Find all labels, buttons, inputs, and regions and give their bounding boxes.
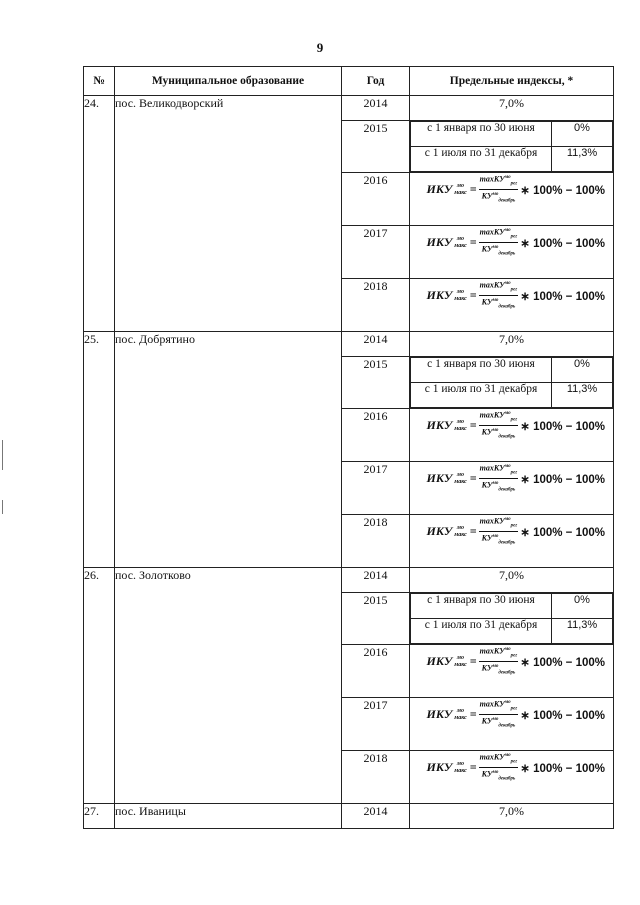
formula-denominator — [482, 190, 516, 206]
formula-lhs-sub: макс — [454, 767, 467, 774]
formula-num-text: maxКУ — [479, 174, 505, 184]
entry-index-formula — [410, 751, 614, 804]
index-formula — [410, 279, 613, 313]
formula-num-sub: рег — [510, 653, 518, 659]
index-formula — [410, 462, 613, 496]
formula-num-sup: мо — [504, 228, 511, 233]
formula-lhs-indices — [454, 761, 467, 775]
entry-municipality: пос. Золотково — [115, 568, 342, 804]
entry-index-value: 7,0% — [410, 804, 614, 829]
formula-rest: ∗ 100% − 100% — [520, 237, 605, 250]
entry-year: 2015 — [342, 121, 410, 173]
formula-lhs: ИКУ — [426, 182, 453, 197]
formula-numerator — [479, 751, 519, 768]
formula-den-text: КУ — [481, 244, 493, 254]
period-row — [411, 147, 613, 172]
formula-den-text: КУ — [481, 769, 493, 779]
entry-index-formula — [410, 279, 614, 332]
period-row — [411, 594, 613, 619]
formula-den-sub: декабрь — [498, 776, 516, 782]
formula-fraction — [479, 515, 519, 549]
period-table — [410, 593, 613, 644]
formula-den-sup: мо — [492, 428, 499, 434]
index-formula — [410, 515, 613, 549]
formula-den-sup: мо — [492, 770, 499, 776]
formula-lhs-sub: макс — [454, 242, 467, 249]
entry-year: 2014 — [342, 568, 410, 593]
entry-index-formula — [410, 645, 614, 698]
entry-index-formula — [410, 409, 614, 462]
formula-num-text: maxКУ — [479, 646, 505, 656]
entry-year: 2018 — [342, 515, 410, 568]
formula-den-sub: декабрь — [498, 487, 516, 493]
formula-lhs-indices — [454, 472, 467, 486]
entry-municipality: пос. Добрятино — [115, 332, 342, 568]
formula-rest: ∗ 100% − 100% — [520, 420, 605, 433]
period-table — [410, 357, 613, 408]
formula-lhs-sub: макс — [454, 714, 467, 721]
formula-den-text: КУ — [481, 716, 493, 726]
formula-equals: = — [469, 524, 477, 539]
formula-denominator — [482, 426, 516, 442]
formula-rest: ∗ 100% − 100% — [520, 709, 605, 722]
formula-numerator — [479, 645, 519, 662]
entry-index-formula — [410, 226, 614, 279]
formula-lhs-sup: мо — [456, 524, 465, 531]
formula-rest: ∗ 100% − 100% — [520, 526, 605, 539]
period-value: 0% — [552, 122, 613, 147]
formula-lhs-sub: макс — [454, 478, 467, 485]
formula-denominator — [482, 532, 516, 548]
entry-number: 27. — [84, 804, 115, 829]
entry-year: 2016 — [342, 173, 410, 226]
entry-year: 2017 — [342, 226, 410, 279]
period-row — [411, 358, 613, 383]
formula-fraction — [479, 226, 519, 260]
period-label: с 1 июля по 31 декабря — [411, 619, 552, 644]
formula-num-text: maxКУ — [479, 410, 505, 420]
formula-num-text: maxКУ — [479, 516, 505, 526]
entry-index-formula — [410, 698, 614, 751]
entry-index-value: 7,0% — [410, 332, 614, 357]
entry-index-value: 7,0% — [410, 96, 614, 121]
index-formula — [410, 226, 613, 260]
formula-lhs-indices — [454, 289, 467, 303]
formula-num-sub: рег — [510, 181, 518, 187]
formula-lhs-sub: макс — [454, 189, 467, 196]
formula-num-text: maxКУ — [479, 752, 505, 762]
entry-municipality: пос. Великодворский — [115, 96, 342, 332]
formula-den-text: КУ — [481, 297, 493, 307]
formula-lhs-indices — [454, 708, 467, 722]
formula-den-sup: мо — [492, 481, 499, 487]
entry-index-value: 7,0% — [410, 568, 614, 593]
formula-num-sub: рег — [510, 523, 518, 529]
formula-equals: = — [469, 182, 477, 197]
formula-den-sup: мо — [492, 245, 499, 251]
formula-num-text: maxКУ — [479, 227, 505, 237]
formula-lhs-sup: мо — [456, 760, 465, 767]
formula-equals: = — [469, 471, 477, 486]
formula-lhs-sub: макс — [454, 531, 467, 538]
formula-fraction — [479, 698, 519, 732]
page-number: 9 — [316, 40, 324, 55]
tariff-index-table — [83, 66, 614, 829]
header-indices: Предельные индексы, * — [410, 67, 614, 96]
formula-rest: ∗ 100% − 100% — [520, 762, 605, 775]
formula-fraction — [479, 173, 519, 207]
margin-mark — [2, 500, 3, 514]
table-row — [84, 804, 614, 829]
entry-index-formula — [410, 515, 614, 568]
formula-num-text: maxКУ — [479, 463, 505, 473]
formula-den-text: КУ — [481, 191, 493, 201]
entry-year: 2014 — [342, 804, 410, 829]
formula-numerator — [479, 515, 519, 532]
formula-fraction — [479, 462, 519, 496]
period-table — [410, 121, 613, 172]
formula-den-sub: декабрь — [498, 670, 516, 676]
margin-mark — [2, 440, 3, 470]
formula-lhs-sub: макс — [454, 425, 467, 432]
formula-lhs-indices — [454, 419, 467, 433]
formula-num-sub: рег — [510, 759, 518, 765]
formula-num-sub: рег — [510, 287, 518, 293]
entry-index-formula — [410, 173, 614, 226]
entry-split-periods — [410, 121, 614, 173]
period-value: 11,3% — [552, 619, 613, 644]
formula-num-sup: мо — [504, 281, 511, 286]
formula-den-sup: мо — [492, 298, 499, 304]
formula-lhs-sup: мо — [456, 654, 465, 661]
formula-num-text: maxКУ — [479, 699, 505, 709]
formula-equals: = — [469, 288, 477, 303]
formula-den-text: КУ — [481, 427, 493, 437]
formula-num-sub: рег — [510, 470, 518, 476]
formula-lhs-sub: макс — [454, 295, 467, 302]
formula-denominator — [482, 479, 516, 495]
period-row — [411, 122, 613, 147]
entry-split-periods — [410, 357, 614, 409]
formula-fraction — [479, 279, 519, 313]
formula-denominator — [482, 662, 516, 678]
header-municipality: Муниципальное образование — [115, 67, 342, 96]
formula-lhs-indices — [454, 525, 467, 539]
formula-lhs-sup: мо — [456, 707, 465, 714]
formula-den-sub: декабрь — [498, 304, 516, 310]
formula-den-text: КУ — [481, 533, 493, 543]
formula-lhs: ИКУ — [426, 288, 453, 303]
entry-year: 2018 — [342, 751, 410, 804]
entry-year: 2016 — [342, 409, 410, 462]
formula-denominator — [482, 296, 516, 312]
formula-fraction — [479, 751, 519, 785]
formula-den-text: КУ — [481, 480, 493, 490]
period-value: 0% — [552, 594, 613, 619]
entry-municipality: пос. Иваницы — [115, 804, 342, 829]
entry-year: 2017 — [342, 462, 410, 515]
formula-den-sub: декабрь — [498, 251, 516, 257]
formula-den-sup: мо — [492, 717, 499, 723]
index-formula — [410, 645, 613, 679]
formula-lhs-indices — [454, 183, 467, 197]
formula-lhs-indices — [454, 655, 467, 669]
formula-num-sup: мо — [504, 411, 511, 416]
formula-den-sup: мо — [492, 664, 499, 670]
index-formula — [410, 173, 613, 207]
formula-lhs-sup: мо — [456, 235, 465, 242]
formula-rest: ∗ 100% − 100% — [520, 656, 605, 669]
formula-fraction — [479, 409, 519, 443]
formula-den-sub: декабрь — [498, 723, 516, 729]
formula-num-text: maxКУ — [479, 280, 505, 290]
formula-lhs: ИКУ — [426, 418, 453, 433]
formula-num-sub: рег — [510, 706, 518, 712]
period-row — [411, 619, 613, 644]
period-value: 11,3% — [552, 147, 613, 172]
entry-split-periods — [410, 593, 614, 645]
period-label: с 1 января по 30 июня — [411, 122, 552, 147]
formula-rest: ∗ 100% − 100% — [520, 473, 605, 486]
formula-lhs: ИКУ — [426, 524, 453, 539]
formula-numerator — [479, 173, 519, 190]
formula-den-sup: мо — [492, 192, 499, 198]
formula-equals: = — [469, 654, 477, 669]
formula-numerator — [479, 698, 519, 715]
table-row — [84, 96, 614, 121]
period-label: с 1 января по 30 июня — [411, 358, 552, 383]
formula-den-sub: декабрь — [498, 198, 516, 204]
formula-den-sub: декабрь — [498, 434, 516, 440]
period-label: с 1 января по 30 июня — [411, 594, 552, 619]
period-label: с 1 июля по 31 декабря — [411, 383, 552, 408]
formula-equals: = — [469, 235, 477, 250]
formula-rest: ∗ 100% − 100% — [520, 184, 605, 197]
entry-year: 2017 — [342, 698, 410, 751]
period-value: 0% — [552, 358, 613, 383]
period-row — [411, 383, 613, 408]
entry-year: 2018 — [342, 279, 410, 332]
formula-lhs-sup: мо — [456, 182, 465, 189]
index-formula — [410, 698, 613, 732]
formula-lhs: ИКУ — [426, 654, 453, 669]
formula-numerator — [479, 462, 519, 479]
index-formula — [410, 409, 613, 443]
formula-num-sup: мо — [504, 464, 511, 469]
entry-year: 2014 — [342, 96, 410, 121]
formula-denominator — [482, 715, 516, 731]
formula-lhs: ИКУ — [426, 471, 453, 486]
index-formula — [410, 751, 613, 785]
period-value: 11,3% — [552, 383, 613, 408]
formula-rest: ∗ 100% − 100% — [520, 290, 605, 303]
table-row — [84, 332, 614, 357]
formula-numerator — [479, 226, 519, 243]
formula-lhs-sup: мо — [456, 418, 465, 425]
formula-lhs-sub: макс — [454, 661, 467, 668]
formula-numerator — [479, 409, 519, 426]
formula-num-sup: мо — [504, 700, 511, 705]
period-label: с 1 июля по 31 декабря — [411, 147, 552, 172]
table-row — [84, 568, 614, 593]
formula-den-text: КУ — [481, 663, 493, 673]
table-header-row — [84, 67, 614, 96]
formula-num-sub: рег — [510, 234, 518, 240]
entry-year: 2015 — [342, 593, 410, 645]
formula-lhs: ИКУ — [426, 707, 453, 722]
formula-lhs: ИКУ — [426, 235, 453, 250]
entry-number: 26. — [84, 568, 115, 804]
formula-equals: = — [469, 707, 477, 722]
entry-year: 2014 — [342, 332, 410, 357]
header-no: № — [84, 67, 115, 96]
formula-denominator — [482, 768, 516, 784]
entry-number: 25. — [84, 332, 115, 568]
header-year: Год — [342, 67, 410, 96]
formula-num-sup: мо — [504, 175, 511, 180]
formula-numerator — [479, 279, 519, 296]
formula-equals: = — [469, 760, 477, 775]
formula-num-sup: мо — [504, 517, 511, 522]
entry-year: 2016 — [342, 645, 410, 698]
formula-num-sub: рег — [510, 417, 518, 423]
formula-num-sup: мо — [504, 647, 511, 652]
formula-lhs-sup: мо — [456, 471, 465, 478]
formula-lhs: ИКУ — [426, 760, 453, 775]
formula-lhs-sup: мо — [456, 288, 465, 295]
formula-num-sup: мо — [504, 753, 511, 758]
formula-fraction — [479, 645, 519, 679]
formula-denominator — [482, 243, 516, 259]
entry-year: 2015 — [342, 357, 410, 409]
formula-den-sub: декабрь — [498, 540, 516, 546]
formula-den-sup: мо — [492, 534, 499, 540]
entry-index-formula — [410, 462, 614, 515]
formula-equals: = — [469, 418, 477, 433]
formula-lhs-indices — [454, 236, 467, 250]
entry-number: 24. — [84, 96, 115, 332]
